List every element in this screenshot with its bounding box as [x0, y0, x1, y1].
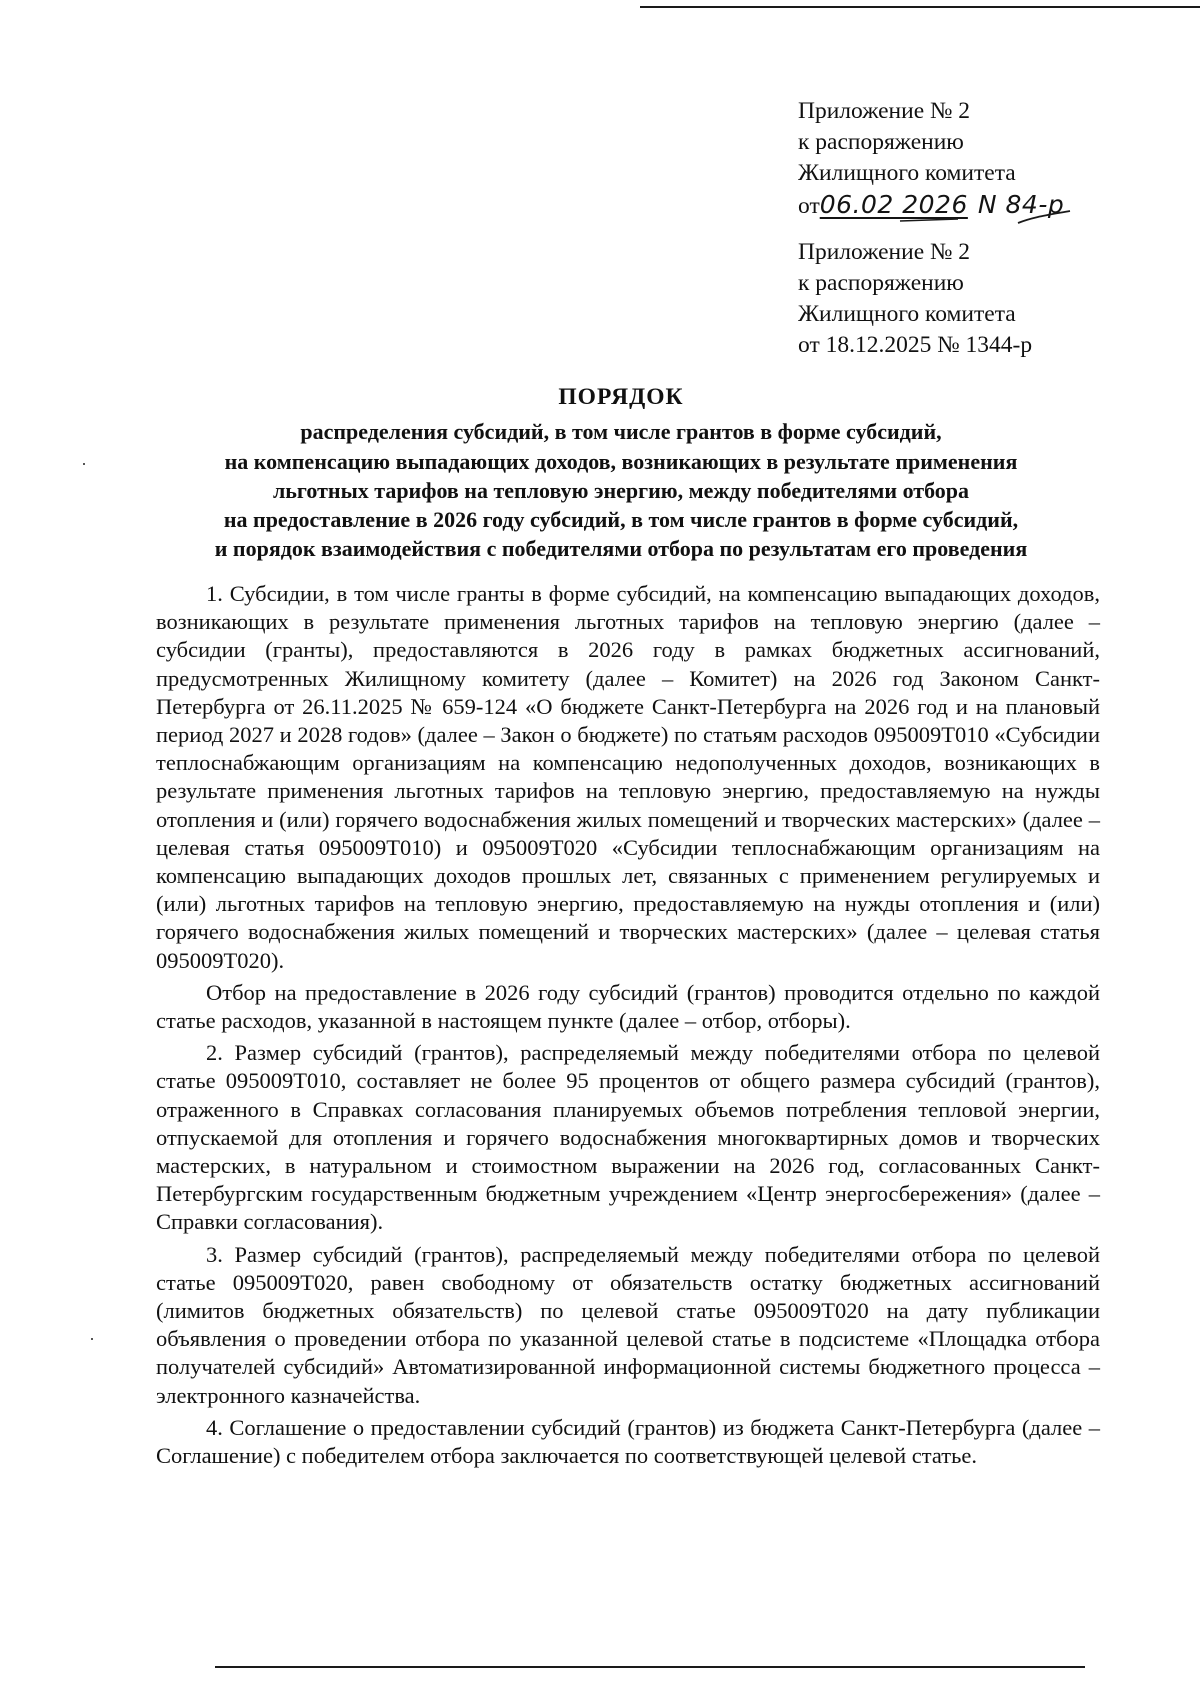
paragraph-2: 2. Размер субсидий (грантов), распределяемый между победителями отбора по целевой статье 095009Т010, составляет не более 95 процентов от общего размера субсидий (грантов), отраженного в Справках согласования планируемых объемов потребления тепловой энергии, отпускаемой для отопления и горячего водоснабжения многоквартирных домов и творческих мастерских, в натуральном и стоимостном выражении на 2026 год, согласованных Санкт-Петербургским государственным бюджетным учреждением «Центр энергосбережения» (далее – Справки согласования).: [156, 1040, 1100, 1235]
scan-speck: [91, 1338, 93, 1340]
appendix-date-number: от 18.12.2025 № 1344-р: [798, 332, 1033, 358]
appendix-committee: Жилищного комитета: [798, 160, 1016, 186]
document-subtitle-line: на предоставление в 2026 году субсидий, в том числе грантов в форме субсидий,: [223, 507, 1019, 533]
appendix-order-ref: к распоряжению: [798, 270, 964, 296]
document-subtitle-line: на компенсацию выпадающих доходов, возникающих в результате применения: [224, 448, 1018, 474]
document-title-block: [150, 383, 1092, 564]
appendix-label: Приложение № 2: [798, 98, 971, 124]
document-body: [156, 580, 1100, 1474]
handwritten-order-number: N 84-р: [977, 190, 1065, 219]
date-prefix: от: [798, 193, 820, 219]
scan-edge-bottom: [215, 1666, 1085, 1668]
scan-edge-top: [640, 6, 1200, 8]
handwritten-underline: [898, 207, 1073, 233]
document-heading: ПОРЯДОК: [558, 384, 684, 410]
document-subtitle-line: льготных тарифов на тепловую энергию, между победителями отбора: [272, 477, 970, 503]
handwritten-date: 06.02 2026: [819, 190, 968, 219]
paragraph-3: 3. Размер субсидий (грантов), распределяемый между победителями отбора по целевой статье 095009Т020, равен свободному от обязательств остатку бюджетных ассигнований (лимитов бюджетных обязательств) по целевой статье 095009Т020 на дату публикации объявления о проведении отбора по указанной целевой статье в подсистеме «Площадка отбора получателей субсидий» Автоматизированной информационной системы бюджетного процесса – электронного казначейства.: [156, 1241, 1100, 1408]
paragraph-1-continued: Отбор на предоставление в 2026 году субсидий (грантов) проводится отдельно по каждой статье расходов, указанной в настоящем пункте (далее – отбор, отборы).: [156, 979, 1100, 1034]
document-subtitle-line: распределения субсидий, в том числе грантов в форме субсидий,: [300, 419, 942, 445]
scan-speck: [83, 463, 85, 465]
appendix-order-ref: к распоряжению: [798, 129, 964, 155]
paragraph-4: 4. Соглашение о предоставлении субсидий (грантов) из бюджета Санкт-Петербурга (далее – Соглашение) с победителем отбора заключается по соответствующей целевой статье.: [156, 1414, 1100, 1469]
appendix-committee: Жилищного комитета: [798, 301, 1016, 327]
document-subtitle-line: и порядок взаимодействия с победителями отбора по результатам его проведения: [214, 536, 1028, 562]
appendix-stamp-previous: [798, 237, 1032, 361]
appendix-label: Приложение № 2: [798, 239, 971, 265]
appendix-stamp-current: [798, 96, 1064, 222]
paragraph-1: 1. Субсидии, в том числе гранты в форме субсидий, на компенсацию выпадающих доходов, возникающих в результате применения льготных тарифов на тепловую энергию (далее – субсидии (гранты), предоставляются в 2026 году в рамках бюджетных ассигнований, предусмотренных Жилищному комитету (далее – Комитет) на 2026 год Законом Санкт-Петербурга от 26.11.2025 № 659-124 «О бюджете Санкт-Петербурга на 2026 год и на плановый период 2027 и 2028 годов» (далее – Закон о бюджете) по статьям расходов 095009Т010 «Субсидии теплоснабжающим организациям на компенсацию недополученных доходов, возникающих в результате применения льготных тарифов на тепловую энергию, предоставляемую на нужды отопления и (или) горячего водоснабжения жилых помещений и творческих мастерских» (далее – целевая статья 095009Т010) и 095009Т020 «Субсидии теплоснабжающим организациям на компенсацию выпадающих доходов прошлых лет, связанных с применением регулируемых и (или) льготных тарифов на тепловую энергию, предоставляемую на нужды отопления и (или) горячего водоснабжения жилых помещений и творческих мастерских» (далее – целевая статья 095009Т020).: [156, 581, 1100, 973]
appendix-date-line: [798, 189, 1064, 222]
